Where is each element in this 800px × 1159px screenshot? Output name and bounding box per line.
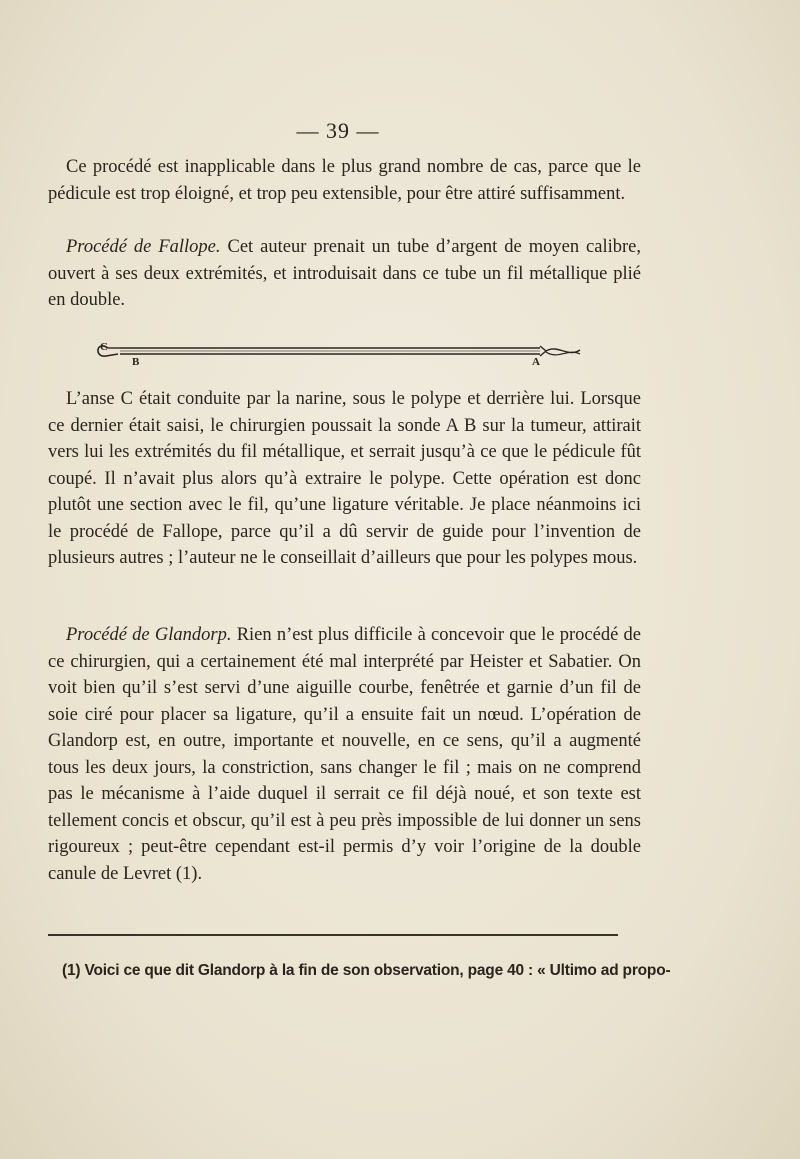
paragraph-2-body: Cet auteur prenait un tube d’argent de moyen calibre, ouvert à ses deux extrémités, et introduisait dans ce tube un fil métallique plié en double.	[48, 237, 641, 310]
instrument-drawing	[92, 334, 582, 372]
paragraph-2-lead: Procédé de Fallope.	[66, 237, 221, 257]
label-b: B	[132, 356, 140, 368]
paragraph-1	[48, 154, 641, 207]
paragraph-2-text	[48, 234, 641, 314]
paragraph-1-body: Ce procédé est inapplicable dans le plus grand nombre de cas, parce que le pédicule est trop éloigné, et trop peu extensible, pour être attiré suffisamment.	[48, 157, 641, 204]
label-a: A	[532, 356, 540, 368]
paragraph-3	[48, 386, 641, 572]
paragraph-4-body: Rien n’est plus difficile à concevoir que le procédé de ce chirurgien, qui a certainement été mal interprété par Heister et Sabatier. On voit bien qu’il s’est servi d’une aiguille courbe, fenêtrée et garnie d’un fil de soie ciré pour placer sa ligature, qu’il a ensuite fait un nœud. L’opération de Glandorp est, en outre, importante et nouvelle, en ce sens, qu’il a augmenté tous les deux jours, la constriction, sans changer le fil ; mais on ne comprend pas le mécanisme à l’aide duquel il serrait ce fil déjà noué, et son texte est tellement concis et obscur, qu’il est à peu près impossible de lui donner un sens rigoureux ; peut-être cependant est-il permis d’y voir l’origine de la double canule de Levret (1).	[48, 625, 641, 884]
paragraph-fallope	[48, 234, 641, 314]
paragraph-1-text	[48, 154, 641, 207]
footnote: (1) Voici ce que dit Glandorp à la fin de son observation, page 40 : « Ultimo ad propo-	[62, 962, 671, 979]
paragraph-glandorp	[48, 622, 641, 887]
fallope-instrument-figure	[92, 334, 582, 372]
paragraph-4-text	[48, 622, 641, 887]
paragraph-4-lead: Procédé de Glandorp.	[66, 625, 232, 645]
page-number: — 39 —	[296, 118, 380, 143]
footnote-separator	[48, 934, 618, 936]
label-c: C	[100, 341, 108, 353]
paragraph-3-text	[48, 386, 641, 572]
paragraph-3-body: L’anse C était conduite par la narine, sous le polype et derrière lui. Lorsque ce dernier était saisi, le chirurgien poussait la sonde A B sur la tumeur, attirait vers lui les extrémités du fil métallique, et serrait jusqu’à ce que le pédicule fût coupé. Il n’avait plus alors qu’à extraire le polype. Cette opération est donc plutôt une section avec le fil, qu’une ligature véritable. Je place néanmoins ici le procédé de Fallope, parce qu’il a dû servir de guide pour l’invention de plusieurs autres ; l’auteur ne le conseillait d’ailleurs que pour les polypes mous.	[48, 389, 641, 568]
